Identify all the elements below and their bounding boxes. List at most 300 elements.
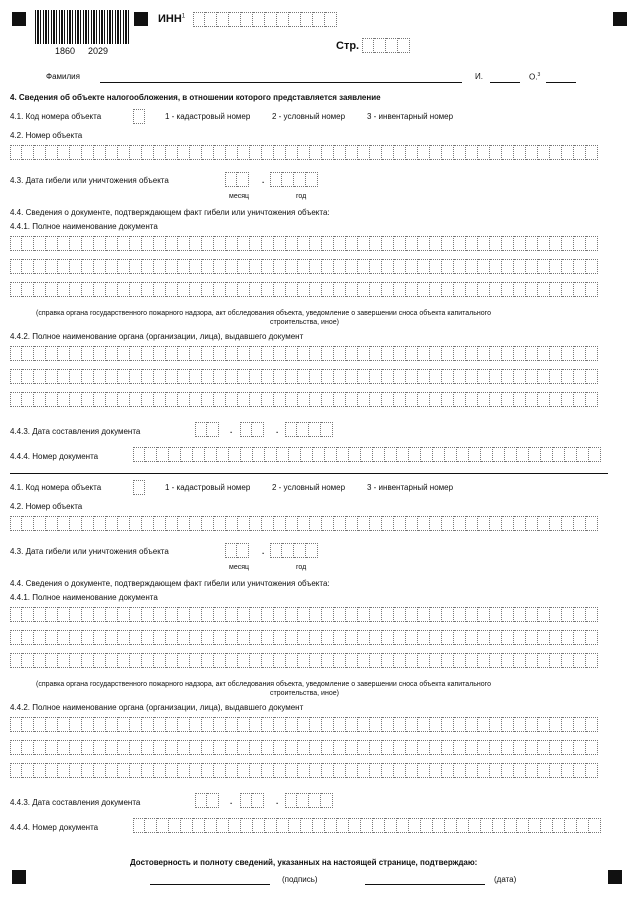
input-cell[interactable] <box>202 653 214 668</box>
input-cell[interactable] <box>250 259 262 274</box>
input-cell[interactable] <box>550 653 562 668</box>
input-cell[interactable] <box>514 392 526 407</box>
input-cell[interactable] <box>346 369 358 384</box>
input-cell[interactable] <box>178 145 190 160</box>
input-cell[interactable] <box>394 607 406 622</box>
input-cell[interactable] <box>322 282 334 297</box>
input-cell[interactable] <box>265 818 277 833</box>
input-cell[interactable] <box>310 763 322 778</box>
input-cell[interactable] <box>526 346 538 361</box>
input-cell[interactable] <box>553 447 565 462</box>
input-cell[interactable] <box>502 740 514 755</box>
document-month-field[interactable] <box>240 422 264 437</box>
input-cell[interactable] <box>166 630 178 645</box>
input-cell[interactable] <box>538 369 550 384</box>
document-number-field[interactable] <box>133 818 601 833</box>
input-cell[interactable] <box>70 630 82 645</box>
input-cell[interactable] <box>253 818 265 833</box>
input-cell[interactable] <box>286 369 298 384</box>
input-cell[interactable] <box>505 818 517 833</box>
input-cell[interactable] <box>82 516 94 531</box>
input-cell[interactable] <box>22 607 34 622</box>
input-cell[interactable] <box>550 630 562 645</box>
input-cell[interactable] <box>238 145 250 160</box>
input-cell[interactable] <box>469 818 481 833</box>
input-cell[interactable] <box>442 717 454 732</box>
input-cell[interactable] <box>166 236 178 251</box>
input-cell[interactable] <box>490 740 502 755</box>
input-cell[interactable] <box>358 763 370 778</box>
input-cell[interactable] <box>334 607 346 622</box>
input-cell[interactable] <box>346 717 358 732</box>
input-cell[interactable] <box>334 717 346 732</box>
input-cell[interactable] <box>430 630 442 645</box>
input-cell[interactable] <box>334 516 346 531</box>
input-cell[interactable] <box>70 145 82 160</box>
input-cell[interactable] <box>274 630 286 645</box>
input-cell[interactable] <box>58 346 70 361</box>
input-cell[interactable] <box>46 607 58 622</box>
input-cell[interactable] <box>298 259 310 274</box>
input-cell[interactable] <box>586 259 598 274</box>
input-cell[interactable] <box>82 763 94 778</box>
input-cell[interactable] <box>574 145 586 160</box>
input-cell[interactable] <box>481 818 493 833</box>
input-cell[interactable] <box>406 740 418 755</box>
input-cell[interactable] <box>526 763 538 778</box>
input-cell[interactable] <box>466 516 478 531</box>
input-cell[interactable] <box>514 763 526 778</box>
input-cell[interactable] <box>94 516 106 531</box>
input-cell[interactable] <box>10 346 22 361</box>
input-cell[interactable] <box>322 653 334 668</box>
input-cell[interactable] <box>22 236 34 251</box>
input-cell[interactable] <box>70 763 82 778</box>
input-cell[interactable] <box>346 763 358 778</box>
input-cell[interactable] <box>207 793 219 808</box>
input-cell[interactable] <box>394 763 406 778</box>
input-cell[interactable] <box>106 717 118 732</box>
input-cell[interactable] <box>166 763 178 778</box>
input-cell[interactable] <box>262 236 274 251</box>
input-cell[interactable] <box>133 109 145 124</box>
input-cell[interactable] <box>334 369 346 384</box>
input-cell[interactable] <box>58 740 70 755</box>
input-cell[interactable] <box>565 447 577 462</box>
input-cell[interactable] <box>306 543 318 558</box>
input-cell[interactable] <box>10 516 22 531</box>
input-cell[interactable] <box>238 630 250 645</box>
input-cell[interactable] <box>133 480 145 495</box>
input-cell[interactable] <box>313 447 325 462</box>
input-cell[interactable] <box>514 717 526 732</box>
input-cell[interactable] <box>502 282 514 297</box>
input-cell[interactable] <box>178 392 190 407</box>
input-cell[interactable] <box>346 516 358 531</box>
input-cell[interactable] <box>394 516 406 531</box>
input-cell[interactable] <box>526 630 538 645</box>
input-cell[interactable] <box>309 422 321 437</box>
input-cell[interactable] <box>277 447 289 462</box>
input-cell[interactable] <box>550 717 562 732</box>
input-cell[interactable] <box>142 607 154 622</box>
input-cell[interactable] <box>385 818 397 833</box>
input-cell[interactable] <box>550 516 562 531</box>
input-cell[interactable] <box>229 447 241 462</box>
input-cell[interactable] <box>10 392 22 407</box>
input-cell[interactable] <box>10 259 22 274</box>
input-cell[interactable] <box>493 447 505 462</box>
input-cell[interactable] <box>577 818 589 833</box>
input-cell[interactable] <box>166 259 178 274</box>
input-cell[interactable] <box>190 607 202 622</box>
input-cell[interactable] <box>94 145 106 160</box>
input-cell[interactable] <box>70 236 82 251</box>
input-cell[interactable] <box>238 392 250 407</box>
input-cell[interactable] <box>82 607 94 622</box>
input-cell[interactable] <box>130 516 142 531</box>
input-cell[interactable] <box>214 653 226 668</box>
input-cell[interactable] <box>214 630 226 645</box>
input-cell[interactable] <box>313 12 325 27</box>
input-cell[interactable] <box>478 282 490 297</box>
input-cell[interactable] <box>406 630 418 645</box>
input-cell[interactable] <box>154 369 166 384</box>
input-cell[interactable] <box>586 346 598 361</box>
input-cell[interactable] <box>322 236 334 251</box>
input-cell[interactable] <box>190 282 202 297</box>
input-cell[interactable] <box>421 818 433 833</box>
input-cell[interactable] <box>178 717 190 732</box>
input-cell[interactable] <box>358 607 370 622</box>
input-cell[interactable] <box>202 717 214 732</box>
input-cell[interactable] <box>195 793 207 808</box>
input-cell[interactable] <box>157 818 169 833</box>
input-cell[interactable] <box>478 145 490 160</box>
input-cell[interactable] <box>294 172 306 187</box>
input-cell[interactable] <box>514 653 526 668</box>
input-cell[interactable] <box>94 717 106 732</box>
input-cell[interactable] <box>118 607 130 622</box>
document-year-field[interactable] <box>285 422 333 437</box>
document-year-field[interactable] <box>285 793 333 808</box>
input-cell[interactable] <box>454 740 466 755</box>
input-cell[interactable] <box>238 607 250 622</box>
input-cell[interactable] <box>490 630 502 645</box>
input-cell[interactable] <box>586 516 598 531</box>
input-cell[interactable] <box>166 145 178 160</box>
input-cell[interactable] <box>430 145 442 160</box>
input-cell[interactable] <box>34 369 46 384</box>
input-cell[interactable] <box>370 346 382 361</box>
input-cell[interactable] <box>310 369 322 384</box>
input-cell[interactable] <box>538 145 550 160</box>
input-cell[interactable] <box>217 818 229 833</box>
input-cell[interactable] <box>202 145 214 160</box>
input-cell[interactable] <box>466 346 478 361</box>
input-cell[interactable] <box>286 236 298 251</box>
input-cell[interactable] <box>94 282 106 297</box>
object-number-field[interactable] <box>10 516 598 531</box>
input-cell[interactable] <box>46 145 58 160</box>
input-cell[interactable] <box>562 516 574 531</box>
input-cell[interactable] <box>253 447 265 462</box>
input-cell[interactable] <box>214 516 226 531</box>
input-cell[interactable] <box>82 740 94 755</box>
input-cell[interactable] <box>361 818 373 833</box>
input-cell[interactable] <box>310 282 322 297</box>
input-cell[interactable] <box>382 516 394 531</box>
input-cell[interactable] <box>166 740 178 755</box>
input-cell[interactable] <box>190 392 202 407</box>
input-cell[interactable] <box>550 763 562 778</box>
input-cell[interactable] <box>538 607 550 622</box>
input-cell[interactable] <box>241 12 253 27</box>
destruction-month-field[interactable] <box>225 543 249 558</box>
input-cell[interactable] <box>82 630 94 645</box>
input-cell[interactable] <box>490 763 502 778</box>
input-cell[interactable] <box>214 740 226 755</box>
input-cell[interactable] <box>433 818 445 833</box>
input-cell[interactable] <box>225 172 237 187</box>
input-cell[interactable] <box>190 653 202 668</box>
input-cell[interactable] <box>195 422 207 437</box>
input-cell[interactable] <box>22 282 34 297</box>
input-cell[interactable] <box>382 145 394 160</box>
issuing-org-row-3[interactable] <box>10 392 598 407</box>
input-cell[interactable] <box>418 369 430 384</box>
input-cell[interactable] <box>70 282 82 297</box>
input-cell[interactable] <box>394 282 406 297</box>
input-cell[interactable] <box>34 236 46 251</box>
input-cell[interactable] <box>94 740 106 755</box>
input-cell[interactable] <box>306 172 318 187</box>
input-cell[interactable] <box>229 818 241 833</box>
input-cell[interactable] <box>58 369 70 384</box>
input-cell[interactable] <box>442 259 454 274</box>
page-number-field[interactable] <box>362 38 410 53</box>
input-cell[interactable] <box>370 653 382 668</box>
input-cell[interactable] <box>394 392 406 407</box>
input-cell[interactable] <box>94 346 106 361</box>
input-cell[interactable] <box>358 653 370 668</box>
input-cell[interactable] <box>406 259 418 274</box>
input-cell[interactable] <box>166 346 178 361</box>
input-cell[interactable] <box>214 259 226 274</box>
input-cell[interactable] <box>118 516 130 531</box>
input-cell[interactable] <box>270 543 282 558</box>
input-cell[interactable] <box>562 236 574 251</box>
input-cell[interactable] <box>190 369 202 384</box>
document-name-row-1[interactable] <box>10 236 598 251</box>
input-cell[interactable] <box>106 369 118 384</box>
input-cell[interactable] <box>574 763 586 778</box>
input-cell[interactable] <box>70 653 82 668</box>
input-cell[interactable] <box>190 346 202 361</box>
input-cell[interactable] <box>409 818 421 833</box>
input-cell[interactable] <box>574 392 586 407</box>
input-cell[interactable] <box>286 763 298 778</box>
input-cell[interactable] <box>526 717 538 732</box>
input-cell[interactable] <box>562 607 574 622</box>
input-cell[interactable] <box>190 740 202 755</box>
input-cell[interactable] <box>178 346 190 361</box>
input-cell[interactable] <box>589 818 601 833</box>
input-cell[interactable] <box>370 236 382 251</box>
input-cell[interactable] <box>34 630 46 645</box>
input-cell[interactable] <box>562 282 574 297</box>
input-cell[interactable] <box>169 818 181 833</box>
input-cell[interactable] <box>442 369 454 384</box>
input-cell[interactable] <box>286 717 298 732</box>
input-cell[interactable] <box>526 259 538 274</box>
input-cell[interactable] <box>10 282 22 297</box>
input-cell[interactable] <box>358 259 370 274</box>
input-cell[interactable] <box>274 369 286 384</box>
input-cell[interactable] <box>562 392 574 407</box>
input-cell[interactable] <box>538 740 550 755</box>
input-cell[interactable] <box>130 282 142 297</box>
input-cell[interactable] <box>202 259 214 274</box>
input-cell[interactable] <box>106 145 118 160</box>
input-cell[interactable] <box>310 630 322 645</box>
input-cell[interactable] <box>130 763 142 778</box>
input-cell[interactable] <box>466 369 478 384</box>
input-cell[interactable] <box>58 763 70 778</box>
input-cell[interactable] <box>262 282 274 297</box>
input-cell[interactable] <box>106 259 118 274</box>
input-cell[interactable] <box>454 236 466 251</box>
input-cell[interactable] <box>118 392 130 407</box>
input-cell[interactable] <box>226 346 238 361</box>
input-cell[interactable] <box>538 236 550 251</box>
input-cell[interactable] <box>205 818 217 833</box>
input-cell[interactable] <box>202 236 214 251</box>
input-cell[interactable] <box>334 630 346 645</box>
input-cell[interactable] <box>166 653 178 668</box>
input-cell[interactable] <box>118 653 130 668</box>
input-cell[interactable] <box>382 763 394 778</box>
input-cell[interactable] <box>217 12 229 27</box>
input-cell[interactable] <box>430 763 442 778</box>
input-cell[interactable] <box>10 763 22 778</box>
input-cell[interactable] <box>286 346 298 361</box>
input-cell[interactable] <box>142 282 154 297</box>
input-cell[interactable] <box>490 607 502 622</box>
input-cell[interactable] <box>430 282 442 297</box>
input-cell[interactable] <box>240 422 252 437</box>
input-cell[interactable] <box>166 282 178 297</box>
input-cell[interactable] <box>514 630 526 645</box>
input-cell[interactable] <box>46 392 58 407</box>
input-cell[interactable] <box>226 369 238 384</box>
input-cell[interactable] <box>517 818 529 833</box>
input-cell[interactable] <box>154 346 166 361</box>
input-cell[interactable] <box>430 717 442 732</box>
input-cell[interactable] <box>58 630 70 645</box>
initial-o-field[interactable] <box>546 82 576 83</box>
input-cell[interactable] <box>574 740 586 755</box>
input-cell[interactable] <box>34 282 46 297</box>
input-cell[interactable] <box>190 516 202 531</box>
input-cell[interactable] <box>394 369 406 384</box>
input-cell[interactable] <box>106 282 118 297</box>
input-cell[interactable] <box>181 818 193 833</box>
input-cell[interactable] <box>394 236 406 251</box>
input-cell[interactable] <box>58 607 70 622</box>
input-cell[interactable] <box>322 369 334 384</box>
input-cell[interactable] <box>214 145 226 160</box>
input-cell[interactable] <box>282 172 294 187</box>
input-cell[interactable] <box>214 763 226 778</box>
input-cell[interactable] <box>466 236 478 251</box>
input-cell[interactable] <box>250 392 262 407</box>
input-cell[interactable] <box>94 236 106 251</box>
input-cell[interactable] <box>370 740 382 755</box>
input-cell[interactable] <box>445 818 457 833</box>
input-cell[interactable] <box>10 607 22 622</box>
input-cell[interactable] <box>214 346 226 361</box>
input-cell[interactable] <box>442 145 454 160</box>
input-cell[interactable] <box>106 740 118 755</box>
input-cell[interactable] <box>310 516 322 531</box>
input-cell[interactable] <box>202 740 214 755</box>
input-cell[interactable] <box>226 653 238 668</box>
input-cell[interactable] <box>358 346 370 361</box>
input-cell[interactable] <box>10 630 22 645</box>
input-cell[interactable] <box>214 392 226 407</box>
input-cell[interactable] <box>130 369 142 384</box>
document-number-field[interactable] <box>133 447 601 462</box>
input-cell[interactable] <box>226 740 238 755</box>
input-cell[interactable] <box>418 653 430 668</box>
input-cell[interactable] <box>529 447 541 462</box>
input-cell[interactable] <box>409 447 421 462</box>
input-cell[interactable] <box>397 818 409 833</box>
input-cell[interactable] <box>106 392 118 407</box>
input-cell[interactable] <box>250 282 262 297</box>
input-cell[interactable] <box>34 653 46 668</box>
input-cell[interactable] <box>430 236 442 251</box>
input-cell[interactable] <box>226 236 238 251</box>
input-cell[interactable] <box>237 543 249 558</box>
input-cell[interactable] <box>454 282 466 297</box>
input-cell[interactable] <box>22 653 34 668</box>
input-cell[interactable] <box>562 259 574 274</box>
input-cell[interactable] <box>310 346 322 361</box>
input-cell[interactable] <box>70 259 82 274</box>
input-cell[interactable] <box>406 282 418 297</box>
input-cell[interactable] <box>154 763 166 778</box>
input-cell[interactable] <box>442 763 454 778</box>
input-cell[interactable] <box>490 346 502 361</box>
input-cell[interactable] <box>346 653 358 668</box>
input-cell[interactable] <box>226 282 238 297</box>
object-code-field[interactable] <box>133 480 145 495</box>
input-cell[interactable] <box>229 12 241 27</box>
input-cell[interactable] <box>10 369 22 384</box>
input-cell[interactable] <box>586 236 598 251</box>
input-cell[interactable] <box>274 259 286 274</box>
input-cell[interactable] <box>406 717 418 732</box>
input-cell[interactable] <box>46 282 58 297</box>
input-cell[interactable] <box>205 12 217 27</box>
input-cell[interactable] <box>373 447 385 462</box>
initial-i-field[interactable] <box>490 82 520 83</box>
input-cell[interactable] <box>298 369 310 384</box>
input-cell[interactable] <box>454 346 466 361</box>
input-cell[interactable] <box>130 145 142 160</box>
